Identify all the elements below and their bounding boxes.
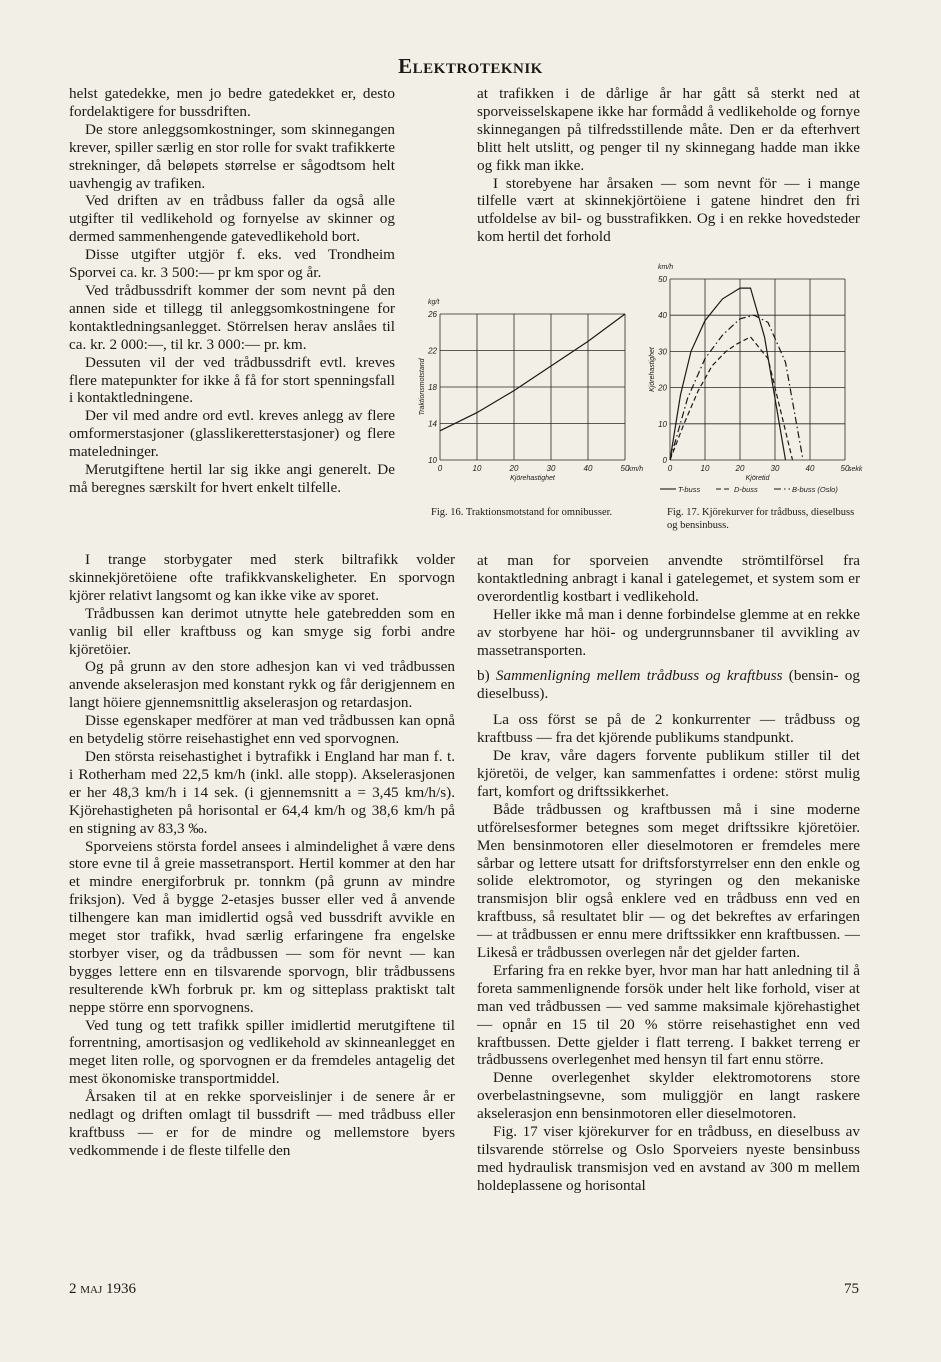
left-column-wide xyxy=(69,551,455,1160)
paragraph: Sporveiens största fordel ansees i almindelighet å være dens store evne til å greie massetransport. Hertil kommer at den har et mindre energiforbruk pr. tonnkm (på grunn av mindre friksjon). Ved å bygge 2-etasjes busser eller ved å anvende tilhengere kan man imidlertid også ved bussdrift avvikle en meget stor trafikk, hvad særlig erfaringene fra engelske storbyer viser, og da trådbussen — som för nevnt — kan bygges lettere enn en tilsvarende sporvogn, blir trådbussens resulterende kWh forbruk pr. km og sitteplass praktiskt talt neppe större enn sporvognens. xyxy=(69,837,455,1016)
y-axis-label: Kjörehastighet xyxy=(649,347,656,392)
y-axis-unit: km/h xyxy=(658,264,674,271)
paragraph: Ved trådbussdrift kommer der som nevnt på den annen side et tillegg til anleggsomkostningene for kontaktledningsanlegget. Störrelsen herav anslåes til ca. kr. 2 000:—, til kr. 3 000:— pr. km. xyxy=(69,281,395,353)
fig17-chart xyxy=(640,255,880,500)
paragraph: Årsaken til at en rekke sporveislinjer i de senere år er nedlagt og driften omlagt til bussdrift — med trådbuss eller kraftbuss — er for de mindre og mellemstore byers vedkommende i de fleste tilfelle den xyxy=(69,1088,455,1159)
paragraph: De store anleggsomkostninger, som skinnegangen krever, spiller særlig en stor rolle for svakt trafikkerte strekninger, då beløpets størrelse er sågodtsom helt uavhengig av trafiken. xyxy=(69,120,395,192)
paragraph: Trådbussen kan derimot utnytte hele gatebredden som en vanlig bil eller kraftbuss og kan smyge sig forbi andre kjöretöier. xyxy=(69,604,455,658)
series-line-traktionsmotstand xyxy=(440,314,625,431)
section-subtitle: (bensin- og dieselbuss). xyxy=(477,667,860,703)
legend-label: D-buss xyxy=(734,485,758,494)
x-tick-label: 0 xyxy=(437,464,443,473)
y-tick-label: 18 xyxy=(428,383,437,392)
y-axis-label: Traktionsmotstand xyxy=(419,358,426,416)
fig16-caption: Fig. 16. Traktionsmotstand for omnibusser. xyxy=(431,507,613,518)
paragraph: Ved driften av en trådbuss faller da også alle utgifter til vedlikehold og fornyelse av skinner og dermed sammenhengende gatevedlikehold bort. xyxy=(69,192,395,246)
y-tick-label: 22 xyxy=(428,346,437,356)
x-tick-label: 40 xyxy=(805,464,815,473)
legend-label: B-buss (Oslo) xyxy=(792,485,838,494)
x-axis-label: Kjöretid xyxy=(745,475,770,482)
series-line-t-buss xyxy=(670,288,786,460)
x-tick-label: 40 xyxy=(583,464,593,473)
x-tick-label: 20 xyxy=(509,464,519,473)
paragraph: Disse utgifter utgjör f. eks. ved Trondheim Sporvei ca. kr. 3 500:— pr km spor og år. xyxy=(69,246,395,282)
y-axis-unit: kg/t xyxy=(428,299,440,306)
paragraph: I trange storbygater med sterk biltrafikk volder skinnekjöretöiene ofte trafikkvanskeligheter. En sporvogn kjörer relativt langsomt og kan ikke vike av sporet. xyxy=(69,551,455,604)
paragraph: Erfaring fra en rekke byer, hvor man har hatt anledning til å foreta sammenlignende forsök under helt like forhold, viser at man ved trådbussen — ved samme maksimale kjörehastighet — opnår en 15 til 20 % större reisehastighet enn ved kraftbussen. Dette gjelder i flatt terreng. I bakket terreng er trådbussens overlegenhet med hensyn til fart ennu större. xyxy=(477,961,860,1069)
y-tick-label: 14 xyxy=(428,419,437,429)
y-tick-label: 20 xyxy=(658,383,667,393)
y-tick-label: 10 xyxy=(428,456,437,465)
y-tick-label: 26 xyxy=(428,310,437,319)
paragraph: Og på grunn av den store adhesjon kan vi ved trådbussen anvende akselerasjon med konstant rykk og får derigjennem en langt höiere gjennemsnittlig akselerasjon og retardasjon. xyxy=(69,658,455,712)
x-tick-label: 30 xyxy=(546,464,556,473)
fig16-chart xyxy=(400,290,650,490)
y-tick-label: 40 xyxy=(658,311,667,321)
running-header: Elektroteknik xyxy=(398,54,543,78)
paragraph: La oss först se på de 2 konkurrenter — trådbuss og kraftbuss — fra det kjörende publikums standpunkt. xyxy=(477,711,860,747)
paragraph: Merutgiftene hertil lar sig ikke angi generelt. De må beregnes særskilt for hvert enkelt tilfelle. xyxy=(69,461,395,496)
series-line-d-buss xyxy=(670,337,793,460)
left-column-narrow xyxy=(69,85,395,497)
x-axis-unit: sekk xyxy=(848,466,863,473)
paragraph: Disse egenskaper medförer at man ved trådbussen kan opnå en betydelig större reisehastighet enn ved sporvognen. xyxy=(69,712,455,748)
x-tick-label: 50 xyxy=(620,464,630,473)
x-axis-label: Kjörehastighet xyxy=(510,475,555,482)
x-tick-label: 10 xyxy=(472,464,482,473)
y-tick-label: 50 xyxy=(658,275,667,284)
y-tick-label: 30 xyxy=(658,347,667,357)
section-title: Sammenligning mellem trådbuss og kraftbuss xyxy=(495,667,783,685)
paragraph: Heller ikke må man i denne forbindelse glemme at en rekke av storbyene har höi- og undergrunnsbaner til avvikling av massetransporten. xyxy=(477,605,860,659)
y-tick-label: 0 xyxy=(662,456,667,465)
paragraph: at trafikken i de dårlige år har gått så sterkt ned at sporveisselskapene ikke har formådd å vedlikeholde og fornye skinnegangen på tilfredsstillende måte. Den er da efterhvert blitt helt utslitt, og penger til ny skinnegang hadde man ikke og fikk man ikke. xyxy=(477,85,860,174)
section-letter: b) xyxy=(477,667,490,685)
paragraph: Fig. 17 viser kjörekurver for en trådbuss, en dieselbuss av tilsvarende störrelse og Oslo Sporveiers nyeste bensinbuss med hydraulisk transmisjon ved en avstand av 300 m mellem holdeplassene og horisontal xyxy=(477,1123,860,1194)
x-tick-label: 20 xyxy=(735,464,745,473)
paragraph: Ved tung og tett trafikk spiller imidlertid merutgiftene til forrentning, amortisasjon og vedlikehold av skinneanlegget en meget liten rolle, og sporvognen er da fremdeles antagelig det mest ökonomiske transportmiddel. xyxy=(69,1016,455,1088)
x-tick-label: 10 xyxy=(700,464,710,473)
fig17-caption: Fig. 17. Kjörekurver for trådbuss, dieselbuss og bensinbuss. xyxy=(667,507,855,531)
x-tick-label: 50 xyxy=(840,464,850,473)
paragraph: at man for sporveien anvendte strömtilförsel fra kontaktledning anbragt i kanal i gatelegemet, et system som er overordentlig kostbart i vedlikehold. xyxy=(477,552,860,605)
paragraph: Dessuten vil der ved trådbussdrift evtl. kreves flere matepunkter for ikke å få for stort spenningsfall i kontaktledningene. xyxy=(69,353,395,407)
x-tick-label: 30 xyxy=(770,464,780,473)
x-axis-unit: km/h xyxy=(628,466,644,473)
section-heading xyxy=(477,667,860,703)
paragraph: helst gatedekke, men jo bedre gatedekket er, desto fordelaktigere for bussdriften. xyxy=(69,85,395,120)
y-tick-label: 10 xyxy=(658,419,667,429)
legend-label: T-buss xyxy=(678,485,701,494)
paragraph: Denne overlegenhet skylder elektromotorens store overbelastningsevne, som muliggjör en langt raskere akselerasjon enn bensinmotoren eller dieselmotoren. xyxy=(477,1069,860,1123)
paragraph: Både trådbussen og kraftbussen må i sine moderne utförelsesformer betegnes som meget driftssikre kjöretöier. Men bensinmotoren eller dieselmotoren er fremdeles mere sårbar og lettere utsatt for driftsforstyrrelser enn den enkle og solide elektromotor, og styringen og den mekaniske transmisjon blir også enklere ved en trådbuss enn ved en kraftbuss, så resultatet blir — og det bekreftes av erfaringen — at trådbussen er ennu mere driftssikker enn kraftbussen. — Likeså er trådbussen overlegen når det gjelder farten. xyxy=(477,800,860,962)
x-tick-label: 0 xyxy=(667,464,673,473)
right-column-bottom xyxy=(477,552,860,1195)
footer-page-number: 75 xyxy=(844,1281,859,1297)
paragraph: I storebyene har årsaken — som nevnt för — i mange tilfelle vært at skinnekjörtöiene i gatene hindret den fri utfoldelse av bil- og busstrafikken. Og i en rekke hovedsteder kom hertil det forhold xyxy=(477,174,860,246)
footer-date: 2 maj 1936 xyxy=(69,1281,137,1297)
paragraph: Der vil med andre ord evtl. kreves anlegg av flere omformerstasjoner (glasslikeretterstasjoner) og flere mateledninger. xyxy=(69,407,395,461)
paragraph: De krav, våre dagers forvente publikum stiller til det kjöretöi, de velger, kan sammenfattes i ordene: störst mulig fart, komfort og driftssikkerhet. xyxy=(477,747,860,800)
paragraph: Den största reisehastighet i bytrafikk i England har man f. t. i Rotherham med 22,5 km/h (inkl. alle stopp). Akselerasjonen er her 48,3 km/h i 14 sek. (i gjennemsnitt a = 3,45 km/h/s). Kjörehastigheten på horisontal er 64,4 km/h og 38,6 km/h på en stigning av 83,3 ‰. xyxy=(69,747,455,837)
right-column-top xyxy=(477,85,860,246)
